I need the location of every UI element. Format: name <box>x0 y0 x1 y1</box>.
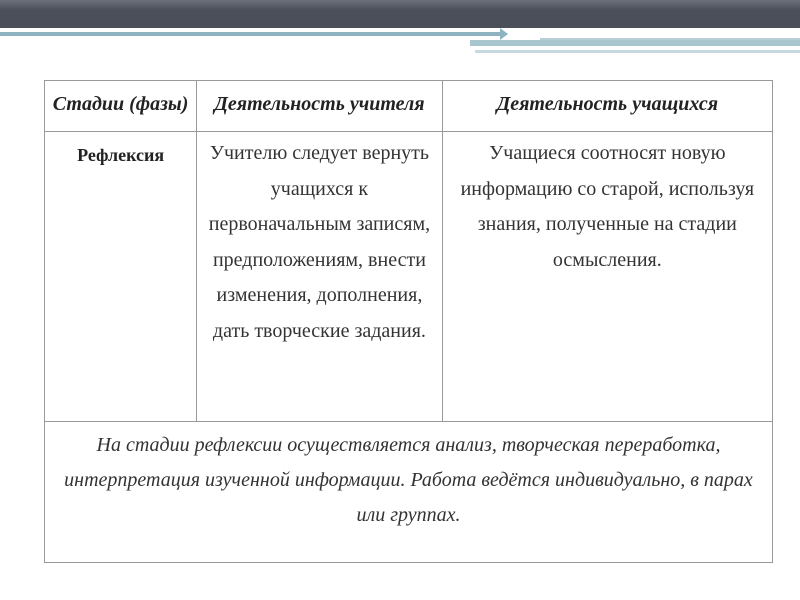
decor-stripe <box>470 40 800 46</box>
table-note-row <box>45 422 773 563</box>
table-header-row <box>45 81 773 132</box>
table-row <box>45 132 773 422</box>
stage-cell: Рефлексия <box>45 132 197 422</box>
decor-arrow-icon <box>500 28 508 40</box>
decor-stripe <box>0 32 505 36</box>
header-stages: Стадии (фазы) <box>45 81 197 132</box>
header-student-activity: Деятельность учащихся <box>442 81 772 132</box>
decor-stripe <box>475 50 800 53</box>
stages-table <box>44 80 773 563</box>
note-cell: На стадии рефлексии осуществляется анализ, творческая переработка, интерпретация изученной информации. Работа ведётся индивидуально, в парах или группах. <box>45 422 773 563</box>
slide-top-bar <box>0 0 800 28</box>
student-activity-cell: Учащиеся соотносят новую информацию со старой, используя знания, полученные на стадии осмысления. <box>442 132 772 422</box>
teacher-activity-cell: Учителю следует вернуть учащихся к первоначальным записям, предположениям, внести изменения, дополнения, дать творческие задания. <box>197 132 442 422</box>
header-teacher-activity: Деятельность учителя <box>197 81 442 132</box>
